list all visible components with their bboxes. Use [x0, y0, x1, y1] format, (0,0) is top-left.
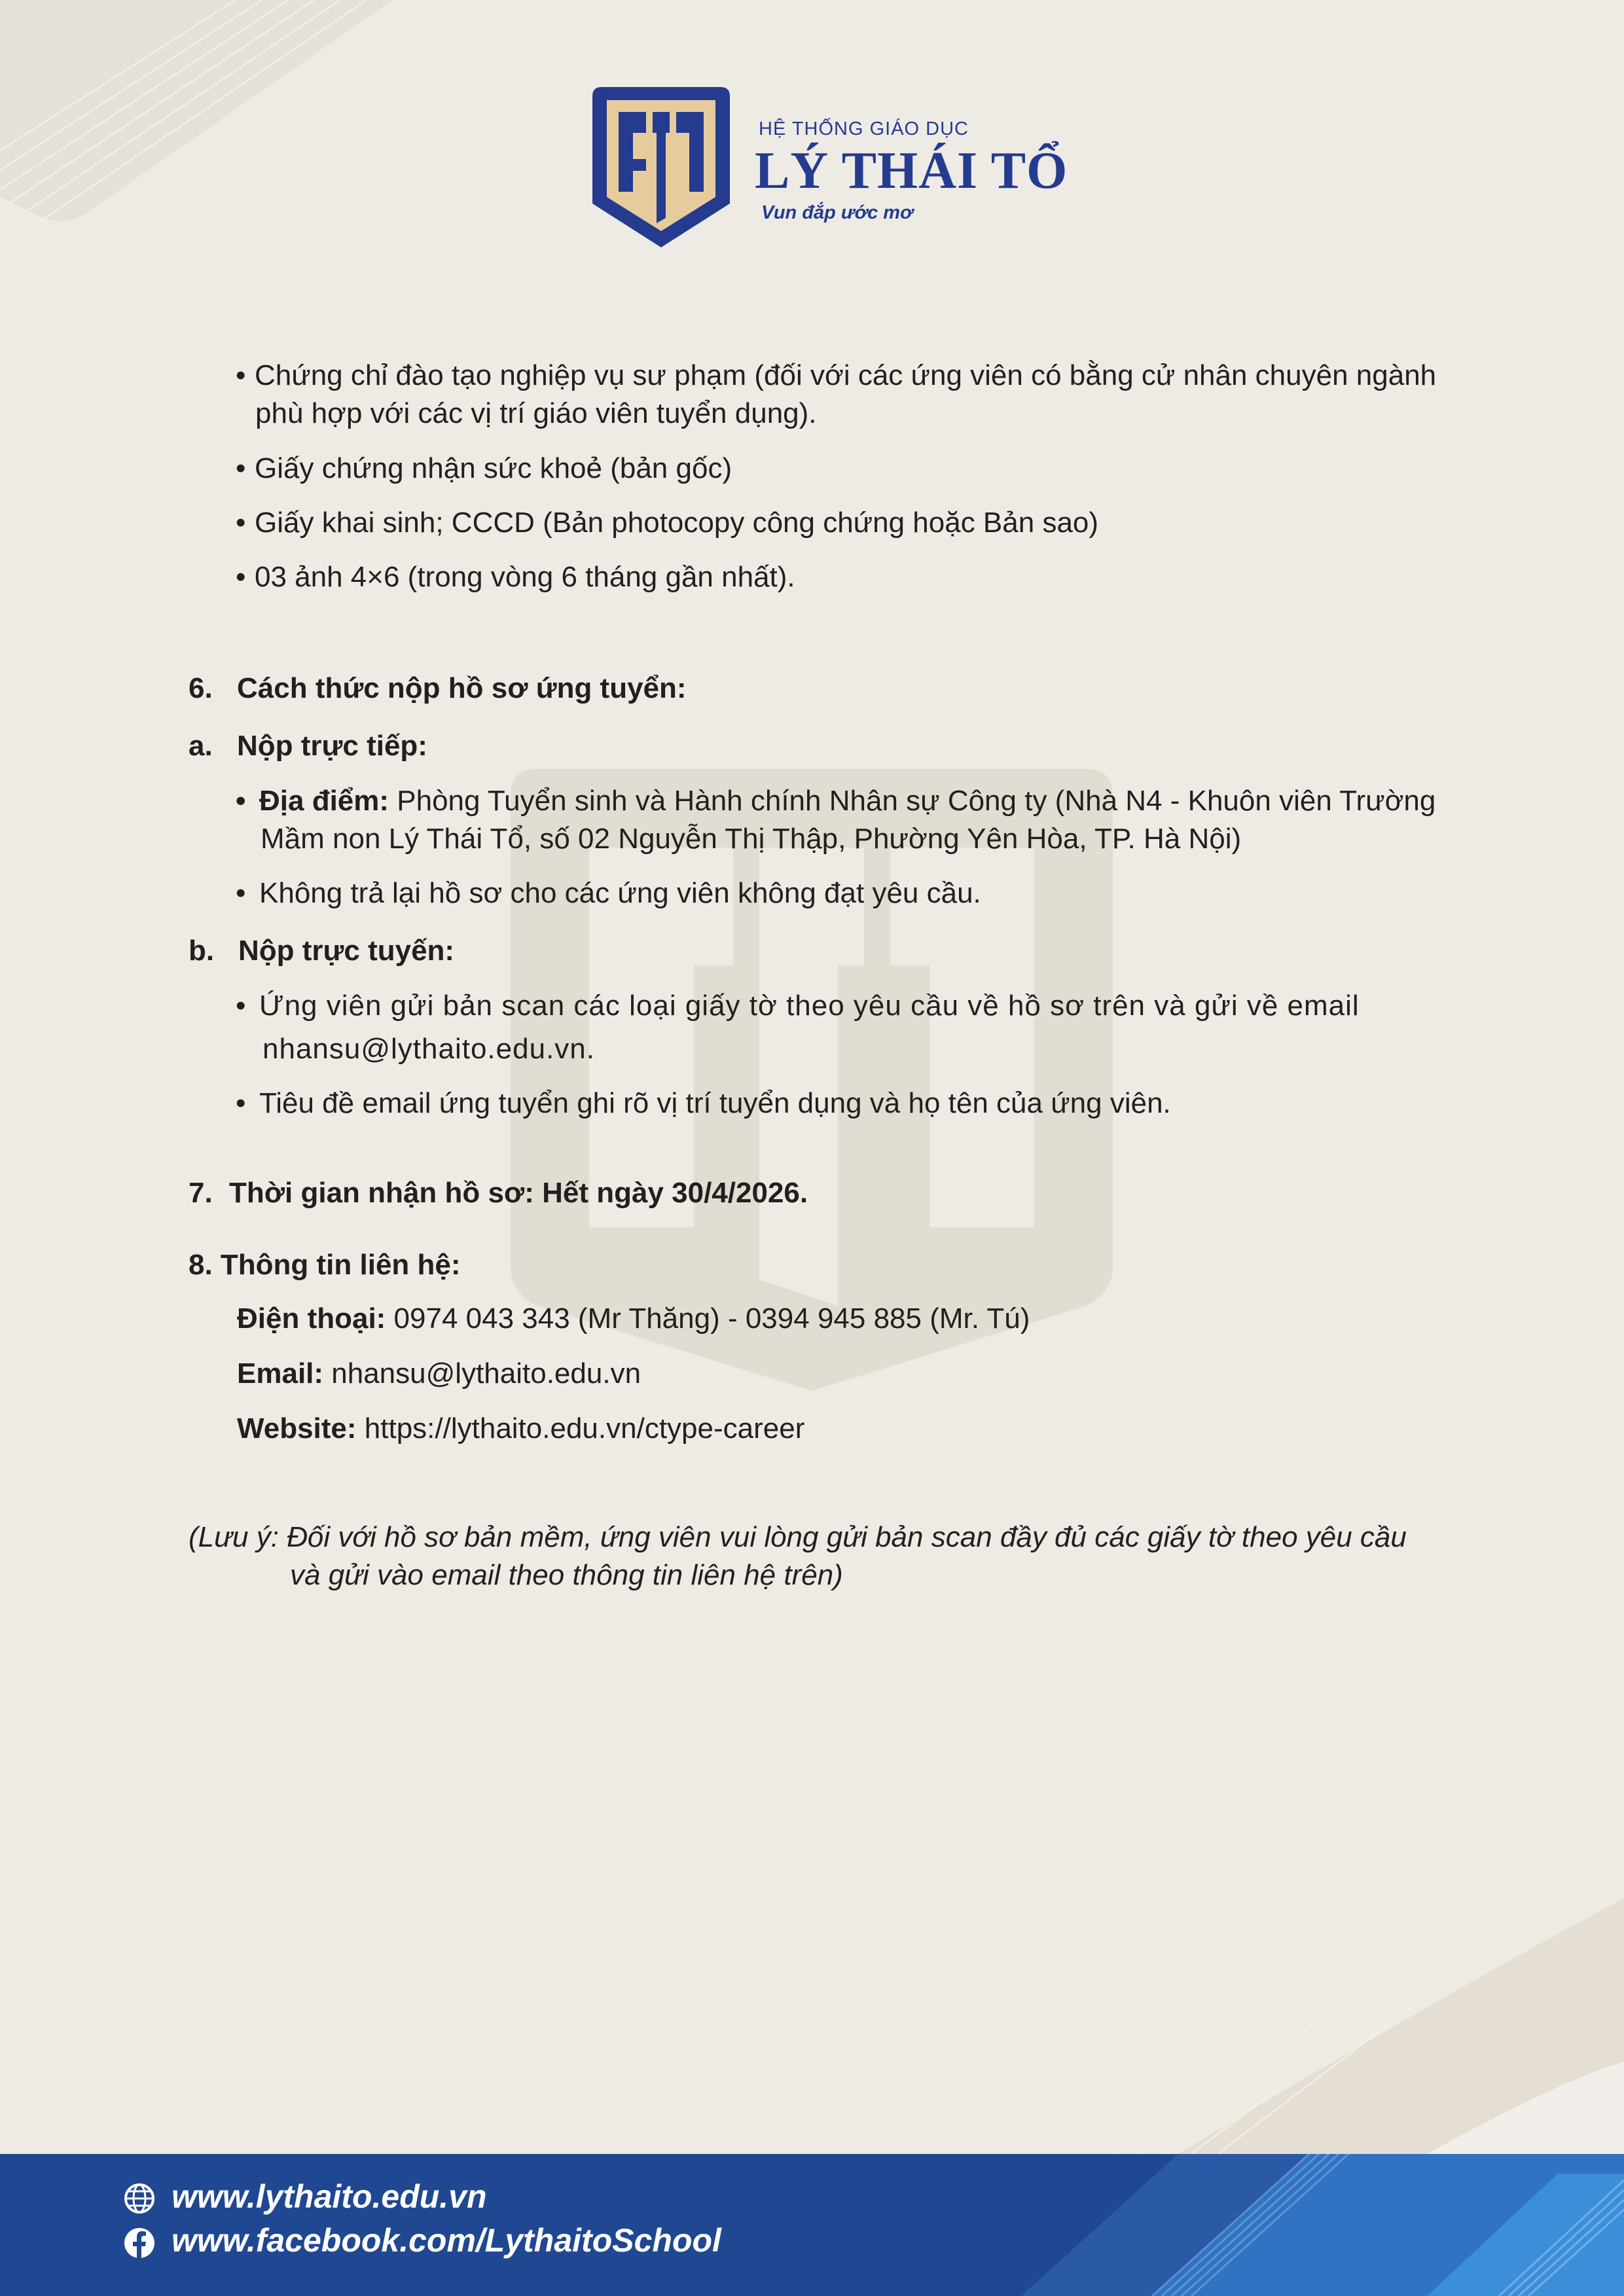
list-item: Không trả lại hồ sơ cho các ứng viên không đạt yêu cầu.: [259, 877, 981, 909]
list-item: Giấy chứng nhận sức khoẻ (bản gốc): [255, 452, 732, 484]
email-line: [237, 1355, 641, 1393]
subsection-title: Nộp trực tuyến:: [238, 935, 455, 967]
list-item: Chứng chỉ đào tạo nghiệp vụ sư phạm (đối với các ứng viên có bằng cử nhân chuyên ngành: [255, 359, 1437, 391]
facebook-icon: [123, 2227, 156, 2259]
website-value: https://lythaito.edu.vn/ctype-career: [356, 1412, 805, 1444]
website-label: Website:: [237, 1412, 357, 1444]
bullet: •: [236, 452, 246, 484]
list-item-text: Phòng Tuyển sinh và Hành chính Nhân sự Công ty (Nhà N4 - Khuôn viên Trường: [389, 785, 1436, 817]
section-title: Cách thức nộp hồ sơ ứng tuyển:: [237, 672, 687, 704]
subsection-title: Nộp trực tiếp:: [237, 730, 427, 762]
globe-icon: [123, 2182, 156, 2215]
logo-system-label: HỆ THỐNG GIÁO DỤC: [759, 118, 969, 139]
bullet: •: [236, 359, 246, 391]
footer-website-link[interactable]: www.lythaito.edu.vn: [171, 2178, 487, 2215]
email-value: nhansu@lythaito.edu.vn: [323, 1357, 641, 1390]
bullet: •: [236, 1087, 246, 1119]
bullet: •: [236, 507, 246, 539]
list-item: [259, 782, 1435, 820]
section-number: 6.: [189, 672, 213, 704]
submission-deadline: Thời gian nhận hồ sơ: Hết ngày 30/4/2026.: [229, 1177, 808, 1209]
footer-bar: [0, 2154, 1624, 2296]
list-item: Ứng viên gửi bản scan các loại giấy tờ theo yêu cầu về hồ sơ trên và gửi về email: [259, 990, 1360, 1022]
logo-school-name: LÝ THÁI TỔ: [755, 142, 1068, 200]
subsection-letter: a.: [189, 730, 213, 762]
email-address-text: nhansu@lythaito.edu.vn.: [262, 1033, 595, 1065]
phone-value: 0974 043 343 (Mr Thăng) - 0394 945 885 (Mr. Tú): [386, 1302, 1030, 1335]
phone-label: Điện thoại:: [237, 1302, 386, 1335]
watermark-logo: [511, 769, 1113, 1391]
school-logo: [592, 87, 1068, 251]
note-line-continuation: và gửi vào email theo thông tin liên hệ trên): [290, 1559, 843, 1591]
bullet: •: [236, 785, 246, 817]
email-label: Email:: [237, 1357, 324, 1390]
list-item: 03 ảnh 4×6 (trong vòng 6 tháng gần nhất).: [255, 561, 795, 593]
list-item: Tiêu đề email ứng tuyển ghi rõ vị trí tuyển dụng và họ tên của ứng viên.: [259, 1087, 1171, 1119]
list-item-continuation: phù hợp với các vị trí giáo viên tuyển dụng).: [255, 397, 817, 429]
shield-logo-icon: [592, 87, 730, 247]
list-item-continuation: Mầm non Lý Thái Tổ, số 02 Nguyễn Thị Thập, Phường Yên Hòa, TP. Hà Nội): [261, 823, 1242, 855]
logo-slogan: Vun đắp ước mơ: [761, 202, 913, 223]
section-title: 8. Thông tin liên hệ:: [189, 1249, 461, 1281]
section-number: 7.: [189, 1177, 213, 1209]
phone-line: [237, 1300, 1030, 1338]
list-item: Giấy khai sinh; CCCD (Bản photocopy công chứng hoặc Bản sao): [255, 507, 1099, 539]
bullet: •: [236, 990, 246, 1022]
bullet: •: [236, 561, 246, 593]
bullet: •: [236, 877, 246, 909]
website-line: [237, 1410, 804, 1448]
list-item-label: Địa điểm:: [259, 785, 389, 817]
footer-facebook-link[interactable]: www.facebook.com/LythaitoSchool: [171, 2222, 721, 2259]
note-line: (Lưu ý: Đối với hồ sơ bản mềm, ứng viên vui lòng gửi bản scan đầy đủ các giấy tờ theo yêu cầu: [189, 1521, 1407, 1553]
subsection-letter: b.: [189, 935, 215, 967]
